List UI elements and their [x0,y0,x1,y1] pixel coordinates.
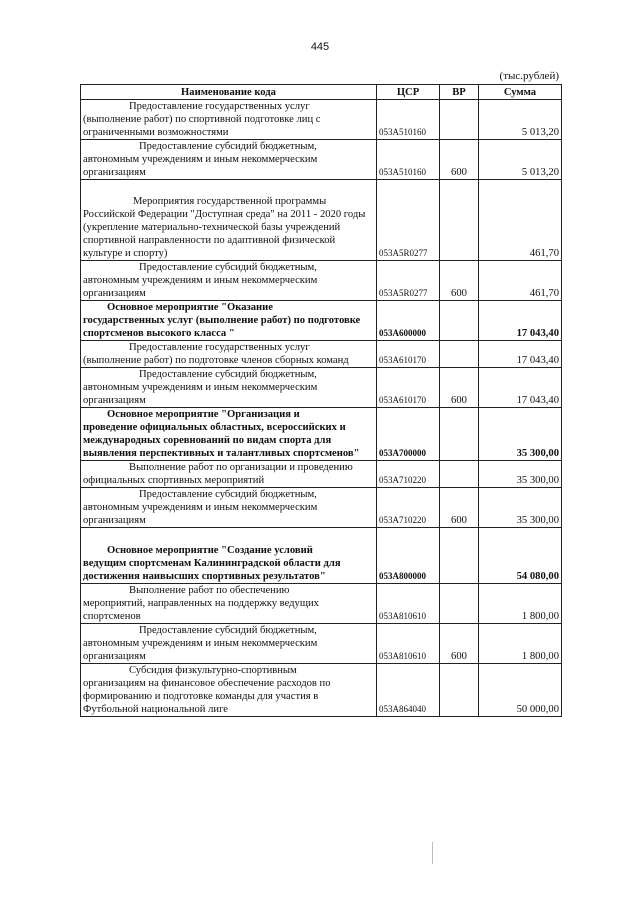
row-name-continuation: автономным учреждениям и иным некоммерческим организациям [83,382,318,406]
row-name-continuation: Российской Федерации "Доступная среда" на 2011 - 2020 годы (укрепление материально-технической базы учреждений спортивной направленности по адаптивной физической культуре и спорту) [83,209,366,259]
table-header-row [81,85,562,100]
row-sum-cell: 17 043,40 [479,341,562,368]
header-vr: ВР [440,85,479,100]
row-name-first-line: Основное мероприятие "Оказание [107,302,273,313]
row-name-first-line: Предоставление субсидий бюджетным, [139,369,317,380]
table-row [81,140,562,180]
row-name-cell [81,408,377,461]
row-name-first-line: Предоставление государственных услуг [129,342,310,353]
row-vr-cell: 600 [440,140,479,180]
row-sum-cell: 35 300,00 [479,461,562,488]
row-name-cell [81,261,377,301]
row-name-continuation: официальных спортивных мероприятий [83,475,265,486]
row-name-cell [81,341,377,368]
row-sum-cell: 35 300,00 [479,488,562,528]
row-vr-cell: 600 [440,624,479,664]
row-name-cell [81,664,377,717]
row-name-first-line: Предоставление субсидий бюджетным, [139,489,317,500]
row-name-continuation: ведущим спортсменам Калининградской области для достижения наивысших спортивных результатов" [83,558,341,582]
row-sum-cell: 5 013,20 [479,100,562,140]
row-csr-cell: 053А510160 [377,140,440,180]
row-name-first-line: Основное мероприятие "Создание условий [107,545,313,556]
row-vr-cell [440,584,479,624]
header-name: Наименование кода [81,85,377,100]
row-name-first-line: Предоставление субсидий бюджетным, [139,141,317,152]
header-csr: ЦСР [377,85,440,100]
row-name-cell [81,368,377,408]
row-name-cell [81,140,377,180]
row-name-continuation: мероприятий, направленных на поддержку ведущих спортсменов [83,598,319,622]
row-name-cell [81,100,377,140]
row-name-first-line: Предоставление государственных услуг [129,101,310,112]
row-name-continuation: автономным учреждениям и иным некоммерческим организациям [83,275,318,299]
row-csr-cell: 053А800000 [377,528,440,584]
row-name-continuation: проведение официальных областных, всероссийских и международных соревнований по видам спорта для выявления перспективных и талантливых спортсменов" [83,422,360,459]
row-csr-cell: 053А810610 [377,624,440,664]
table-row [81,488,562,528]
budget-table [80,84,562,717]
row-name-cell [81,528,377,584]
row-name-cell [81,584,377,624]
table-row [81,301,562,341]
row-name-first-line: Предоставление субсидий бюджетным, [139,262,317,273]
row-name-first-line: Выполнение работ по обеспечению [129,585,290,596]
row-sum-cell: 50 000,00 [479,664,562,717]
table-row [81,584,562,624]
row-name-cell [81,180,377,261]
row-name-continuation: государственных услуг (выполнение работ) по подготовке спортсменов высокого класса " [83,315,361,339]
row-vr-cell [440,100,479,140]
row-name-cell [81,461,377,488]
row-sum-cell: 54 080,00 [479,528,562,584]
row-sum-cell: 461,70 [479,180,562,261]
table-row [81,368,562,408]
row-csr-cell: 053А5R0277 [377,261,440,301]
table-row [81,461,562,488]
row-vr-cell: 600 [440,368,479,408]
row-name-continuation: автономным учреждениям и иным некоммерческим организациям [83,154,318,178]
table-row [81,180,562,261]
row-name-cell [81,301,377,341]
row-sum-cell: 1 800,00 [479,624,562,664]
row-sum-cell: 5 013,20 [479,140,562,180]
row-name-continuation: (выполнение работ) по подготовке членов сборных команд [83,355,349,366]
row-name-continuation: организациям на финансовое обеспечение расходов по формированию и подготовке команды для участия в Футбольной национальной лиге [83,678,331,715]
row-name-continuation: (выполнение работ) по спортивной подготовке лиц с ограниченными возможностями [83,114,321,138]
row-csr-cell: 053А810610 [377,584,440,624]
row-csr-cell: 053А710220 [377,461,440,488]
table-row [81,341,562,368]
row-csr-cell: 053А710220 [377,488,440,528]
row-name-cell [81,488,377,528]
table-row [81,624,562,664]
row-sum-cell: 1 800,00 [479,584,562,624]
row-name-first-line: Предоставление субсидий бюджетным, [139,625,317,636]
header-sum: Сумма [479,85,562,100]
row-csr-cell: 053А610170 [377,368,440,408]
row-sum-cell: 17 043,40 [479,368,562,408]
units-label: (тыс.рублей) [499,70,559,82]
row-name-continuation: автономным учреждениям и иным некоммерческим организациям [83,502,318,526]
table-row [81,528,562,584]
row-vr-cell [440,461,479,488]
row-csr-cell: 053А600000 [377,301,440,341]
row-vr-cell [440,664,479,717]
row-vr-cell: 600 [440,488,479,528]
row-sum-cell: 35 300,00 [479,408,562,461]
row-sum-cell: 17 043,40 [479,301,562,341]
row-name-first-line: Субсидия физкультурно-спортивным [129,665,297,676]
table-row [81,100,562,140]
row-vr-cell [440,528,479,584]
row-vr-cell: 600 [440,261,479,301]
table-row [81,664,562,717]
row-vr-cell [440,180,479,261]
row-vr-cell [440,341,479,368]
row-csr-cell: 053А610170 [377,341,440,368]
table-row [81,408,562,461]
row-csr-cell: 053А700000 [377,408,440,461]
row-name-first-line: Мероприятия государственной программы [133,196,327,207]
row-vr-cell [440,408,479,461]
table-body [81,100,562,717]
page-number: 445 [310,41,330,53]
row-csr-cell: 053А510160 [377,100,440,140]
table-row [81,261,562,301]
row-csr-cell: 053А5R0277 [377,180,440,261]
row-vr-cell [440,301,479,341]
row-name-cell [81,624,377,664]
margin-mark [432,842,433,864]
row-name-first-line: Основное мероприятие "Организация и [107,409,300,420]
row-sum-cell: 461,70 [479,261,562,301]
row-name-first-line: Выполнение работ по организации и проведению [129,462,353,473]
row-csr-cell: 053А864040 [377,664,440,717]
row-name-continuation: автономным учреждениям и иным некоммерческим организациям [83,638,318,662]
